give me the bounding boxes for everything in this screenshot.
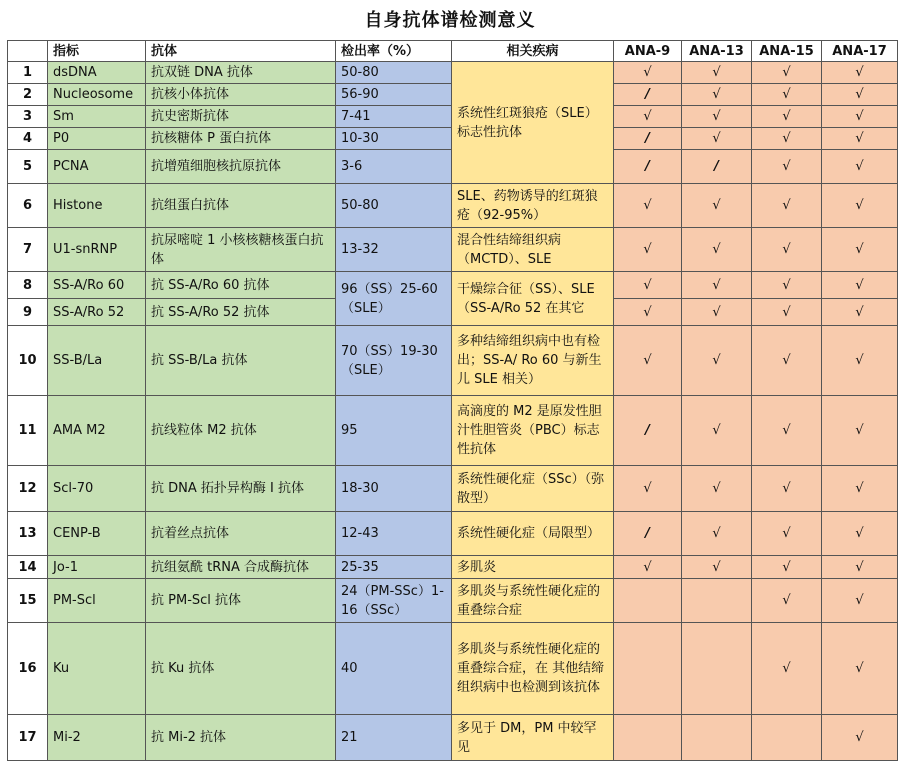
antibody-cell: 抗核小体抗体 bbox=[146, 84, 336, 106]
ana17-cell: √ bbox=[822, 512, 898, 556]
row-number: 14 bbox=[8, 556, 48, 579]
header-ana9: ANA-9 bbox=[614, 41, 682, 62]
ana13-cell: √ bbox=[682, 228, 752, 272]
marker-cell: Jo-1 bbox=[48, 556, 146, 579]
disease-cell: 多肌炎与系统性硬化症的重叠综合症，在 其他结缔组织病中也检测到该抗体 bbox=[452, 623, 614, 715]
header-ana15: ANA-15 bbox=[752, 41, 822, 62]
marker-cell: P0 bbox=[48, 128, 146, 150]
ana13-cell: √ bbox=[682, 84, 752, 106]
ana9-cell: / bbox=[614, 84, 682, 106]
marker-cell: AMA M2 bbox=[48, 396, 146, 466]
row-number: 3 bbox=[8, 106, 48, 128]
ana15-cell: √ bbox=[752, 106, 822, 128]
ana17-cell: √ bbox=[822, 466, 898, 512]
marker-cell: Sm bbox=[48, 106, 146, 128]
ana13-cell: / bbox=[682, 150, 752, 184]
disease-cell: 混合性结缔组织病（MCTD）、SLE bbox=[452, 228, 614, 272]
table-row bbox=[8, 228, 898, 272]
marker-cell: SS-A/Ro 60 bbox=[48, 272, 146, 299]
ana9-cell: / bbox=[614, 396, 682, 466]
row-number: 4 bbox=[8, 128, 48, 150]
row-number: 10 bbox=[8, 326, 48, 396]
marker-cell: U1-snRNP bbox=[48, 228, 146, 272]
table-row bbox=[8, 184, 898, 228]
table-row bbox=[8, 579, 898, 623]
marker-cell: CENP-B bbox=[48, 512, 146, 556]
disease-cell: 多种结缔组织病中也有检出；SS-A/ Ro 60 与新生儿 SLE 相关） bbox=[452, 326, 614, 396]
rate-cell: 18-30 bbox=[336, 466, 452, 512]
ana13-cell: √ bbox=[682, 272, 752, 299]
antibody-cell: 抗 SS-B/La 抗体 bbox=[146, 326, 336, 396]
marker-cell: PM-Scl bbox=[48, 579, 146, 623]
ana9-cell bbox=[614, 715, 682, 761]
row-number: 12 bbox=[8, 466, 48, 512]
ana17-cell: √ bbox=[822, 84, 898, 106]
row-number: 17 bbox=[8, 715, 48, 761]
row-number: 1 bbox=[8, 62, 48, 84]
rate-cell: 13-32 bbox=[336, 228, 452, 272]
row-number: 5 bbox=[8, 150, 48, 184]
ana17-cell: √ bbox=[822, 556, 898, 579]
ana15-cell: √ bbox=[752, 326, 822, 396]
row-number: 7 bbox=[8, 228, 48, 272]
antibody-cell: 抗核糖体 P 蛋白抗体 bbox=[146, 128, 336, 150]
table-row bbox=[8, 512, 898, 556]
row-number: 16 bbox=[8, 623, 48, 715]
row-number: 6 bbox=[8, 184, 48, 228]
ana17-cell: √ bbox=[822, 299, 898, 326]
ana9-cell: √ bbox=[614, 106, 682, 128]
marker-cell: Histone bbox=[48, 184, 146, 228]
ana15-cell: √ bbox=[752, 396, 822, 466]
rate-cell: 10-30 bbox=[336, 128, 452, 150]
ana17-cell: √ bbox=[822, 579, 898, 623]
rate-cell: 56-90 bbox=[336, 84, 452, 106]
ana9-cell: √ bbox=[614, 272, 682, 299]
ana13-cell: √ bbox=[682, 299, 752, 326]
rate-cell: 24（PM-SSc）1-16（SSc） bbox=[336, 579, 452, 623]
header-no bbox=[8, 41, 48, 62]
ana15-cell: √ bbox=[752, 128, 822, 150]
ana17-cell: √ bbox=[822, 396, 898, 466]
marker-cell: SS-B/La bbox=[48, 326, 146, 396]
antibody-cell: 抗 SS-A/Ro 52 抗体 bbox=[146, 299, 336, 326]
disease-cell: 多见于 DM，PM 中较罕见 bbox=[452, 715, 614, 761]
antibody-cell: 抗组蛋白抗体 bbox=[146, 184, 336, 228]
ana13-cell: √ bbox=[682, 466, 752, 512]
ana15-cell: √ bbox=[752, 184, 822, 228]
ana17-cell: √ bbox=[822, 62, 898, 84]
ana17-cell: √ bbox=[822, 326, 898, 396]
ana9-cell: √ bbox=[614, 184, 682, 228]
marker-cell: PCNA bbox=[48, 150, 146, 184]
ana15-cell: √ bbox=[752, 466, 822, 512]
ana15-cell: √ bbox=[752, 299, 822, 326]
rate-cell: 7-41 bbox=[336, 106, 452, 128]
marker-cell: SS-A/Ro 52 bbox=[48, 299, 146, 326]
table-row bbox=[8, 556, 898, 579]
antibody-cell: 抗 PM-Scl 抗体 bbox=[146, 579, 336, 623]
ana17-cell: √ bbox=[822, 106, 898, 128]
table-row bbox=[8, 715, 898, 761]
row-number: 11 bbox=[8, 396, 48, 466]
ana15-cell: √ bbox=[752, 579, 822, 623]
ana13-cell: √ bbox=[682, 128, 752, 150]
antibody-table bbox=[7, 40, 898, 761]
header-antibody: 抗体 bbox=[146, 41, 336, 62]
disease-cell: 高滴度的 M2 是原发性胆汁性胆管炎（PBC）标志性抗体 bbox=[452, 396, 614, 466]
marker-cell: Mi-2 bbox=[48, 715, 146, 761]
ana13-cell bbox=[682, 715, 752, 761]
header-marker: 指标 bbox=[48, 41, 146, 62]
ana9-cell: √ bbox=[614, 299, 682, 326]
ana13-cell: √ bbox=[682, 184, 752, 228]
header-disease: 相关疾病 bbox=[452, 41, 614, 62]
ana13-cell: √ bbox=[682, 512, 752, 556]
rate-cell: 40 bbox=[336, 623, 452, 715]
ana13-cell: √ bbox=[682, 62, 752, 84]
antibody-cell: 抗史密斯抗体 bbox=[146, 106, 336, 128]
row-number: 9 bbox=[8, 299, 48, 326]
table-row bbox=[8, 272, 898, 299]
ana15-cell: √ bbox=[752, 623, 822, 715]
ana15-cell: √ bbox=[752, 84, 822, 106]
header-ana17: ANA-17 bbox=[822, 41, 898, 62]
antibody-cell: 抗着丝点抗体 bbox=[146, 512, 336, 556]
marker-cell: dsDNA bbox=[48, 62, 146, 84]
ana17-cell: √ bbox=[822, 623, 898, 715]
ana17-cell: √ bbox=[822, 184, 898, 228]
antibody-cell: 抗 SS-A/Ro 60 抗体 bbox=[146, 272, 336, 299]
ana9-cell: √ bbox=[614, 466, 682, 512]
disease-cell: 系统性红斑狼疮（SLE）标志性抗体 bbox=[452, 62, 614, 184]
ana17-cell: √ bbox=[822, 272, 898, 299]
rate-cell: 70（SS）19-30（SLE） bbox=[336, 326, 452, 396]
rate-cell: 50-80 bbox=[336, 184, 452, 228]
table-row bbox=[8, 623, 898, 715]
table-row bbox=[8, 466, 898, 512]
rate-cell: 21 bbox=[336, 715, 452, 761]
ana9-cell: / bbox=[614, 150, 682, 184]
rate-cell: 25-35 bbox=[336, 556, 452, 579]
disease-cell: 系统性硬化症（SSc）（弥散型） bbox=[452, 466, 614, 512]
ana17-cell: √ bbox=[822, 715, 898, 761]
row-number: 15 bbox=[8, 579, 48, 623]
marker-cell: Nucleosome bbox=[48, 84, 146, 106]
ana15-cell: √ bbox=[752, 512, 822, 556]
ana13-cell: √ bbox=[682, 556, 752, 579]
antibody-cell: 抗 DNA 拓扑异构酶 I 抗体 bbox=[146, 466, 336, 512]
marker-cell: Scl-70 bbox=[48, 466, 146, 512]
rate-cell: 96（SS）25-60（SLE） bbox=[336, 272, 452, 326]
header-rate: 检出率（%） bbox=[336, 41, 452, 62]
ana9-cell bbox=[614, 579, 682, 623]
antibody-cell: 抗双链 DNA 抗体 bbox=[146, 62, 336, 84]
ana15-cell: √ bbox=[752, 228, 822, 272]
ana13-cell bbox=[682, 623, 752, 715]
antibody-cell: 抗线粒体 M2 抗体 bbox=[146, 396, 336, 466]
antibody-cell: 抗增殖细胞核抗原抗体 bbox=[146, 150, 336, 184]
antibody-cell: 抗 Ku 抗体 bbox=[146, 623, 336, 715]
ana17-cell: √ bbox=[822, 150, 898, 184]
ana9-cell: / bbox=[614, 128, 682, 150]
rate-cell: 50-80 bbox=[336, 62, 452, 84]
ana9-cell bbox=[614, 623, 682, 715]
header-ana13: ANA-13 bbox=[682, 41, 752, 62]
ana13-cell: √ bbox=[682, 106, 752, 128]
row-number: 2 bbox=[8, 84, 48, 106]
ana15-cell: √ bbox=[752, 556, 822, 579]
disease-cell: 干燥综合征（SS）、SLE（SS-A/Ro 52 在其它 bbox=[452, 272, 614, 326]
row-number: 8 bbox=[8, 272, 48, 299]
rate-cell: 3-6 bbox=[336, 150, 452, 184]
ana13-cell: √ bbox=[682, 326, 752, 396]
ana9-cell: / bbox=[614, 512, 682, 556]
ana9-cell: √ bbox=[614, 228, 682, 272]
ana9-cell: √ bbox=[614, 62, 682, 84]
ana13-cell bbox=[682, 579, 752, 623]
table-row bbox=[8, 326, 898, 396]
table-row bbox=[8, 62, 898, 84]
ana17-cell: √ bbox=[822, 128, 898, 150]
disease-cell: 系统性硬化症（局限型） bbox=[452, 512, 614, 556]
ana9-cell: √ bbox=[614, 326, 682, 396]
ana13-cell: √ bbox=[682, 396, 752, 466]
ana9-cell: √ bbox=[614, 556, 682, 579]
rate-cell: 12-43 bbox=[336, 512, 452, 556]
antibody-cell: 抗组氨酰 tRNA 合成酶抗体 bbox=[146, 556, 336, 579]
rate-cell: 95 bbox=[336, 396, 452, 466]
disease-cell: 多肌炎 bbox=[452, 556, 614, 579]
ana15-cell: √ bbox=[752, 272, 822, 299]
ana15-cell bbox=[752, 715, 822, 761]
page-title: 自身抗体谱检测意义 bbox=[364, 10, 536, 31]
disease-cell: SLE、药物诱导的红斑狼疮（92-95%） bbox=[452, 184, 614, 228]
ana17-cell: √ bbox=[822, 228, 898, 272]
marker-cell: Ku bbox=[48, 623, 146, 715]
table-row bbox=[8, 396, 898, 466]
header-row bbox=[8, 41, 898, 62]
ana15-cell: √ bbox=[752, 62, 822, 84]
ana15-cell: √ bbox=[752, 150, 822, 184]
antibody-cell: 抗尿嘧啶 1 小核核糖核蛋白抗体 bbox=[146, 228, 336, 272]
row-number: 13 bbox=[8, 512, 48, 556]
disease-cell: 多肌炎与系统性硬化症的重叠综合症 bbox=[452, 579, 614, 623]
antibody-cell: 抗 Mi-2 抗体 bbox=[146, 715, 336, 761]
